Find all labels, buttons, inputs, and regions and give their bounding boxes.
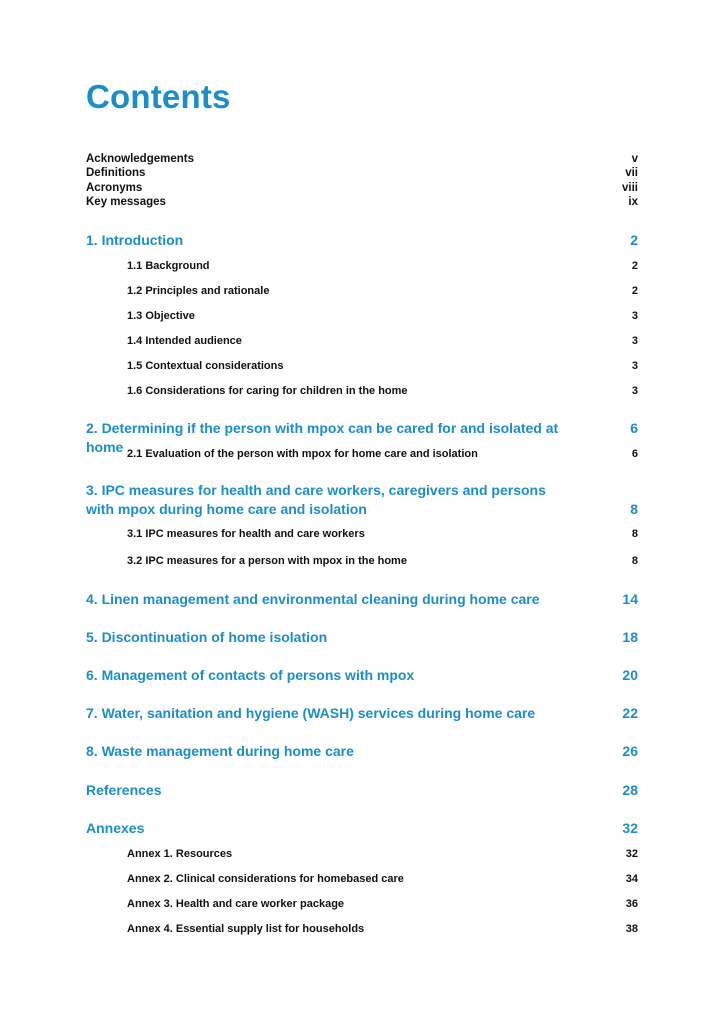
- toc-subsection[interactable]: [127, 259, 638, 273]
- page-title: Contents: [86, 78, 231, 115]
- toc-subsection-label: 3.2 IPC measures for a person with mpox in the home: [127, 555, 407, 567]
- toc-subsection[interactable]: [127, 527, 638, 541]
- toc-subsection[interactable]: [127, 447, 638, 461]
- toc-subsection-page: 3: [631, 385, 638, 397]
- toc-chapter-waste-management[interactable]: [86, 742, 638, 761]
- toc-subsection-label: 3.1 IPC measures for health and care workers: [127, 528, 365, 540]
- toc-chapter-linen-management[interactable]: [86, 590, 638, 609]
- toc-subsection-page: 8: [631, 555, 638, 567]
- toc-subsection-label: 1.1 Background: [127, 260, 210, 272]
- toc-chapter-page: 20: [622, 667, 638, 683]
- toc-subsection-page: 2: [631, 285, 638, 297]
- toc-subsection[interactable]: [127, 554, 638, 568]
- toc-entry-key-messages[interactable]: [86, 195, 638, 209]
- toc-annex-entry[interactable]: [127, 847, 638, 861]
- toc-entry-label: Acknowledgements: [86, 153, 194, 165]
- toc-chapter-introduction[interactable]: [86, 231, 638, 250]
- toc-subsection-page: 8: [631, 528, 638, 540]
- toc-chapter-page: 2: [630, 232, 638, 248]
- toc-subsection-page: 2: [631, 260, 638, 272]
- toc-subsection-page: 32: [625, 848, 638, 860]
- toc-subsection-label: 1.3 Objective: [127, 310, 195, 322]
- toc-entry-page: v: [631, 153, 638, 165]
- toc-subsection-page: 38: [625, 923, 638, 935]
- toc-subsection-label: 2.1 Evaluation of the person with mpox for home care and isolation: [127, 448, 478, 460]
- toc-entry-page: viii: [622, 182, 638, 194]
- toc-chapter-label: Annexes: [86, 820, 145, 836]
- toc-entry-label: Key messages: [86, 196, 166, 208]
- toc-chapter-page: 14: [622, 591, 638, 607]
- toc-entry-acknowledgements[interactable]: [86, 152, 638, 166]
- toc-subsection[interactable]: [127, 384, 638, 398]
- toc-chapter-page: 28: [622, 782, 638, 798]
- toc-annex-entry[interactable]: [127, 872, 638, 886]
- toc-subsection-label: Annex 2. Clinical considerations for homebased care: [127, 873, 404, 885]
- toc-subsection-page: 36: [625, 898, 638, 910]
- toc-chapter-label: 3. IPC measures for health and care workers, caregivers and persons with mpox during home care and isolation: [86, 482, 546, 517]
- toc-subsection-page: 3: [631, 335, 638, 347]
- toc-chapter-label: 5. Discontinuation of home isolation: [86, 629, 328, 645]
- toc-subsection-page: 34: [625, 873, 638, 885]
- toc-chapter-page: 32: [622, 820, 638, 836]
- toc-subsection-page: 6: [631, 448, 638, 460]
- toc-chapter-label: 2. Determining if the person with mpox can be cared for and isolated at home: [86, 420, 559, 455]
- toc-chapter-page: 6: [630, 420, 638, 436]
- toc-chapter-annexes[interactable]: [86, 819, 638, 838]
- toc-subsection-label: 1.2 Principles and rationale: [127, 285, 270, 297]
- toc-chapter-contacts[interactable]: [86, 666, 638, 685]
- toc-entry-definitions[interactable]: [86, 166, 638, 180]
- toc-chapter-wash[interactable]: [86, 704, 638, 723]
- toc-chapter-label: 8. Waste management during home care: [86, 743, 354, 759]
- toc-subsection[interactable]: [127, 359, 638, 373]
- toc-chapter-label: 4. Linen management and environmental cleaning during home care: [86, 591, 540, 607]
- toc-chapter-label: References: [86, 782, 162, 798]
- toc-chapter-label: 6. Management of contacts of persons with mpox: [86, 667, 415, 683]
- toc-annex-entry[interactable]: [127, 922, 638, 936]
- toc-chapter-ipc-measures[interactable]: [86, 481, 638, 519]
- toc-subsection-label: Annex 3. Health and care worker package: [127, 898, 345, 910]
- toc-subsection[interactable]: [127, 334, 638, 348]
- toc-subsection-page: 3: [631, 310, 638, 322]
- toc-subsection-label: Annex 1. Resources: [127, 848, 233, 860]
- toc-subsection-label: 1.5 Contextual considerations: [127, 360, 284, 372]
- toc-subsection[interactable]: [127, 284, 638, 298]
- toc-entry-page: vii: [625, 167, 638, 179]
- toc-chapter-references[interactable]: [86, 781, 638, 800]
- toc-subsection-page: 3: [631, 360, 638, 372]
- toc-entry-label: Definitions: [86, 167, 146, 179]
- toc-chapter-page: 26: [622, 743, 638, 759]
- toc-subsection-label: Annex 4. Essential supply list for households: [127, 923, 365, 935]
- toc-chapter-page: 8: [630, 501, 638, 517]
- toc-entry-page: ix: [628, 196, 638, 208]
- toc-subsection-label: 1.6 Considerations for caring for children in the home: [127, 385, 408, 397]
- toc-entry-label: Acronyms: [86, 182, 143, 194]
- toc-entry-acronyms[interactable]: [86, 181, 638, 195]
- toc-annex-entry[interactable]: [127, 897, 638, 911]
- toc-chapter-label: 7. Water, sanitation and hygiene (WASH) services during home care: [86, 705, 536, 721]
- toc-chapter-discontinuation[interactable]: [86, 628, 638, 647]
- toc-chapter-page: 18: [622, 629, 638, 645]
- toc-chapter-page: 22: [622, 705, 638, 721]
- toc-subsection-label: 1.4 Intended audience: [127, 335, 242, 347]
- toc-chapter-label: 1. Introduction: [86, 232, 184, 248]
- toc-subsection[interactable]: [127, 309, 638, 323]
